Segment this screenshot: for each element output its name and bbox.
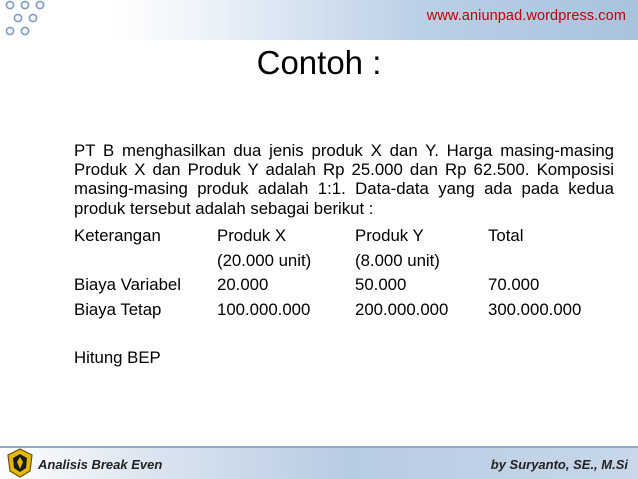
footer-title: Analisis Break Even bbox=[38, 457, 163, 472]
table-cell: 300.000.000 bbox=[488, 299, 582, 319]
table-cell: 20.000 bbox=[217, 275, 269, 295]
table-cell: Produk X bbox=[217, 226, 287, 246]
table-cell: 100.000.000 bbox=[217, 299, 311, 319]
table-cell: Keterangan bbox=[74, 226, 161, 246]
table-cell: Biaya Variabel bbox=[74, 275, 181, 295]
question-text: Hitung BEP bbox=[74, 347, 161, 367]
decorative-circles bbox=[0, 0, 60, 40]
table-cell: 50.000 bbox=[355, 275, 407, 295]
table-row bbox=[74, 224, 614, 249]
table-cell: (20.000 unit) bbox=[217, 250, 312, 270]
footer-author: by Suryanto, SE., M.Si bbox=[490, 457, 628, 472]
table-row bbox=[74, 297, 614, 322]
slide-content bbox=[74, 141, 614, 367]
table-row bbox=[74, 248, 614, 273]
university-logo-icon bbox=[4, 447, 36, 479]
table-cell: 70.000 bbox=[488, 275, 540, 295]
slide-title: Contoh : bbox=[256, 44, 382, 81]
table-cell: Produk Y bbox=[355, 226, 424, 246]
table-cell: Biaya Tetap bbox=[74, 299, 162, 319]
table-row bbox=[74, 273, 614, 298]
problem-paragraph: PT B menghasilkan dua jenis produk X dan Y. Harga masing-masing Produk X dan Produk Y adalah Rp 25.000 dan Rp 62.500. Komposisi masing-masing produk adalah 1:1. Data-data yang ada pada kedua produk tersebut adalah sebagai berikut : bbox=[74, 141, 614, 218]
table-cell: 200.000.000 bbox=[355, 299, 449, 319]
header-url[interactable]: www.aniunpad.wordpress.com bbox=[426, 8, 626, 24]
data-table bbox=[74, 224, 614, 322]
table-cell: (8.000 unit) bbox=[355, 250, 440, 270]
table-cell: Total bbox=[488, 226, 524, 246]
